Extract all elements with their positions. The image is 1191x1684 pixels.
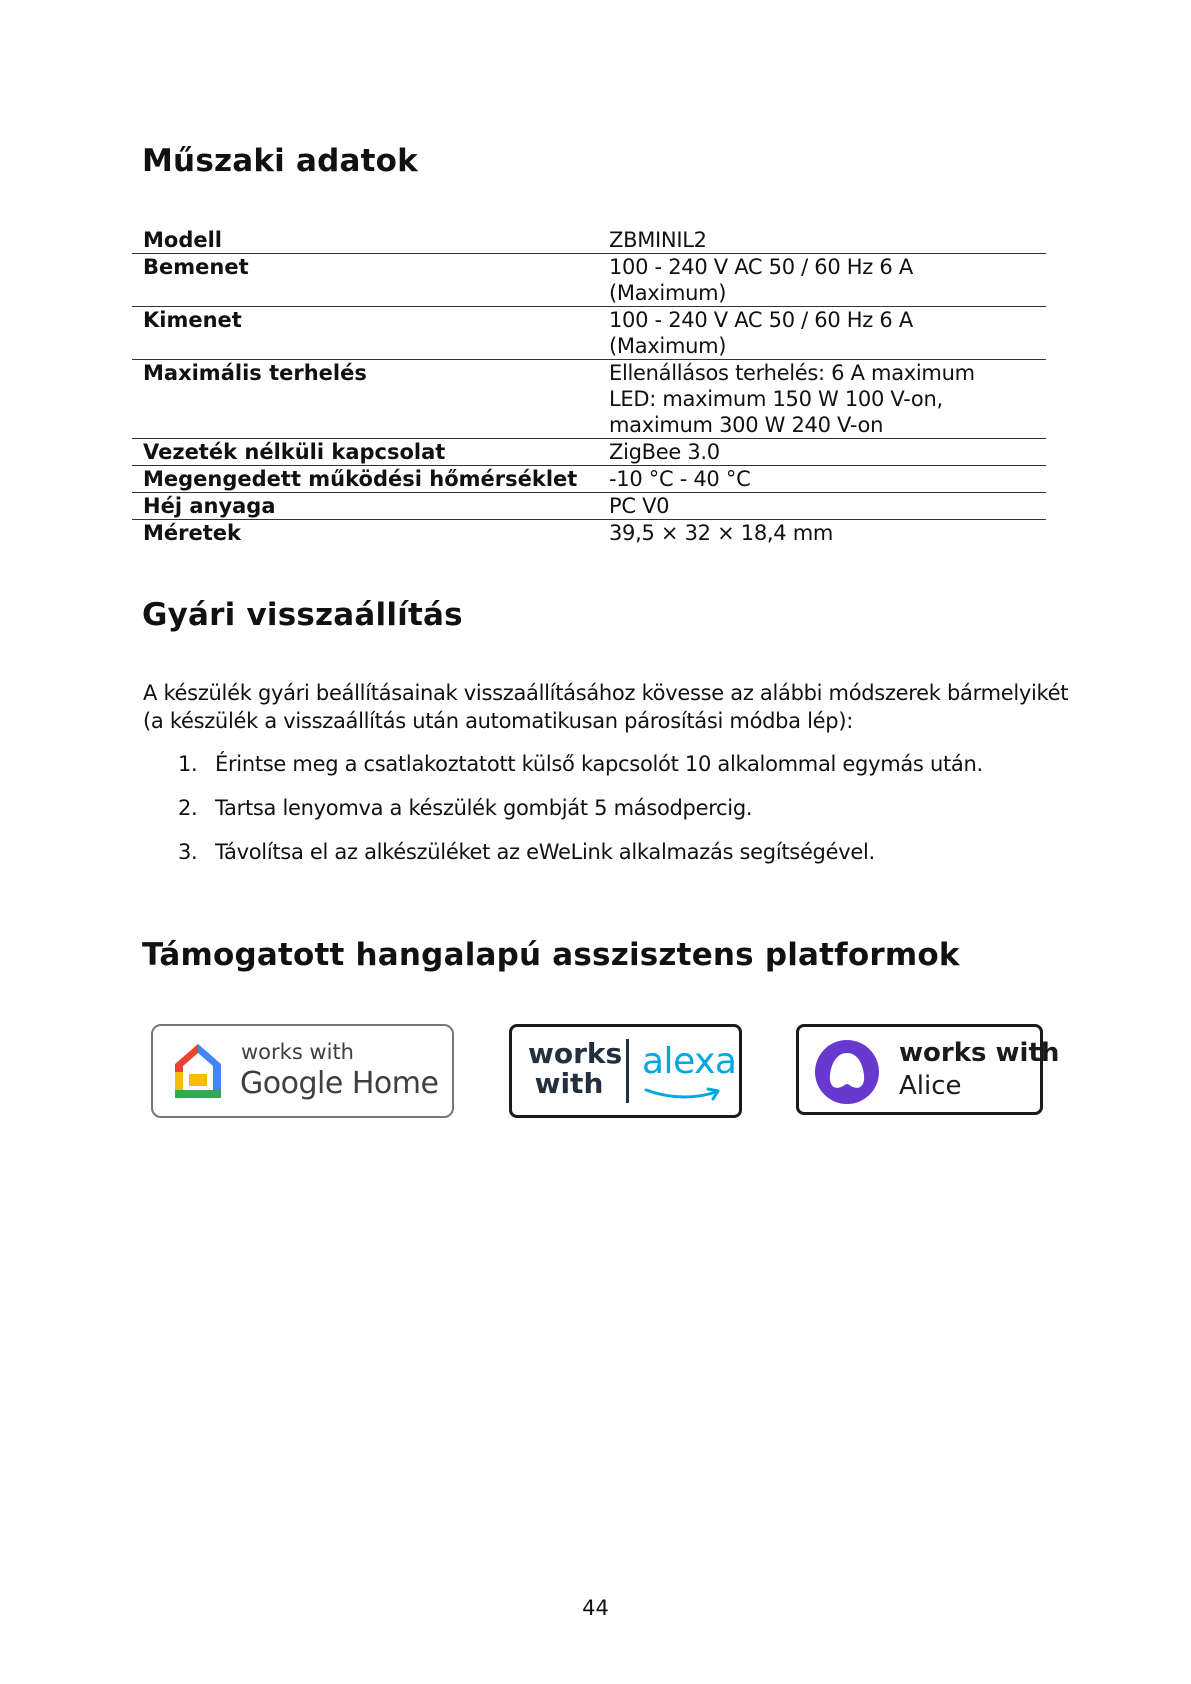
spec-row [132,360,1046,439]
spec-value-line: 39,5 × 32 × 18,4 mm [609,521,834,545]
spec-row [132,254,1046,307]
badge-line2: with [534,1067,604,1100]
step-number: 1. [178,752,198,776]
spec-row [132,307,1046,360]
amazon-smile-icon [644,1087,724,1103]
step-text: Távolítsa el az alkészüléket az eWeLink alkalmazás segítségével. [215,840,875,864]
spec-label: Kimenet [143,308,242,332]
badge-brand: Google Home [240,1066,439,1101]
works-with-alice-badge [796,1024,1060,1115]
spec-row [132,520,1046,546]
spec-value-line: (Maximum) [609,334,727,358]
spec-value [608,360,1046,438]
spec-value [608,520,1046,546]
spec-label: Maximális terhelés [143,361,367,385]
intro-line: (a készülék a visszaállítás után automatikusan párosítási módba lép): [143,709,853,733]
spec-row [132,466,1046,493]
spec-table [132,227,1046,546]
spec-value-line: Ellenállásos terhelés: 6 A maximum [609,361,975,385]
spec-label: Bemenet [143,255,249,279]
reset-intro [143,679,1069,735]
spec-value [608,493,1046,519]
spec-label: Modell [143,228,222,252]
spec-value [608,466,1046,492]
badge-line1: works [528,1037,623,1070]
spec-row [132,439,1046,466]
spec-value-line: ZBMINIL2 [609,228,707,252]
spec-value [608,439,1046,465]
badge-text [899,1037,1059,1103]
list-item [178,838,983,882]
badge-line1: works with [241,1040,354,1064]
spec-value-line: -10 °C - 40 °C [609,467,751,491]
badge-line1: works with [899,1038,1060,1068]
intro-line: A készülék gyári beállításainak visszaállításához kövesse az alábbi módszerek bármelyikét [143,681,1069,705]
works-with-google-home-badge [151,1024,454,1118]
spec-value-line: LED: maximum 150 W 100 V-on, [609,387,943,411]
voice-heading: Támogatott hangalapú asszisztens platformok [142,937,960,973]
step-text: Tartsa lenyomva a készülék gombját 5 másodpercig. [215,796,753,820]
specs-heading: Műszaki adatok [142,143,418,179]
spec-value-line: PC V0 [609,494,670,518]
reset-steps [178,750,983,882]
spec-value-line: (Maximum) [609,281,727,305]
spec-value [608,307,1046,359]
step-number: 2. [178,796,198,820]
works-with-alexa-badge [509,1024,742,1118]
google-home-icon [171,1042,225,1100]
spec-value-line: maximum 300 W 240 V-on [609,413,884,437]
spec-label: Vezeték nélküli kapcsolat [143,440,446,464]
list-item [178,750,983,794]
spec-value [608,254,1046,306]
spec-value-line: 100 - 240 V AC 50 / 60 Hz 6 A [609,255,913,279]
spec-label: Héj anyaga [143,494,276,518]
reset-heading: Gyári visszaállítás [142,597,463,633]
step-number: 3. [178,840,198,864]
badge-works-with [528,1037,623,1100]
badge-line2: Alice [899,1071,962,1101]
list-item [178,794,983,838]
spec-row [132,493,1046,520]
badge-brand: alexa [642,1041,737,1082]
spec-row [132,227,1046,254]
spec-value [608,227,1046,253]
step-text: Érintse meg a csatlakoztatott külső kapcsolót 10 alkalommal egymás után. [215,752,983,776]
spec-label: Megengedett működési hőmérséklet [143,467,578,491]
spec-value-line: 100 - 240 V AC 50 / 60 Hz 6 A [609,308,913,332]
badge-divider [626,1039,629,1103]
spec-value-line: ZigBee 3.0 [609,440,720,464]
spec-label: Méretek [143,521,241,545]
alice-icon [814,1039,880,1105]
page-number: 44 [582,1596,609,1620]
